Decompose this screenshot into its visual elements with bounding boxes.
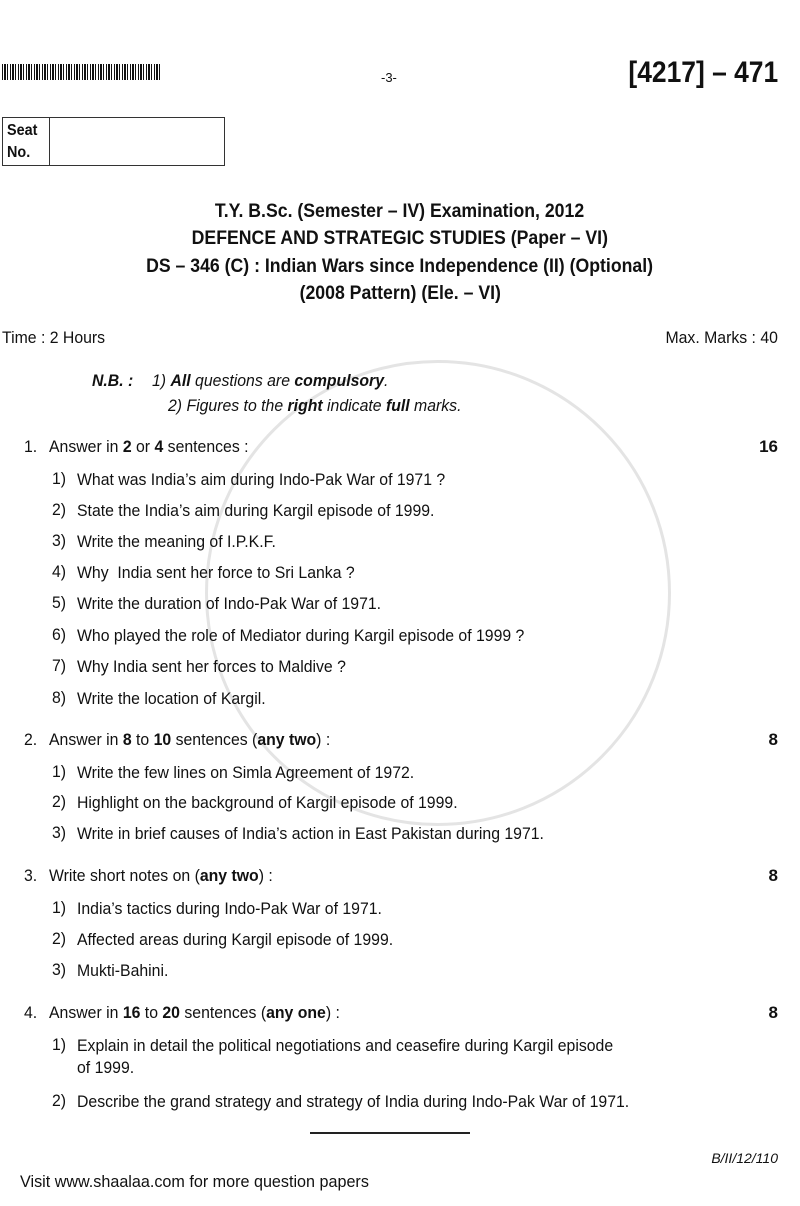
max-marks-label: Max. Marks : 40 — [665, 328, 778, 347]
nb-label — [92, 371, 133, 391]
sub-question-text: Write the few lines on Simla Agreement of 1972. — [77, 763, 415, 782]
sub-question-text: Explain in detail the political negotiations and ceasefire during Kargil episode of 1999. — [77, 1036, 614, 1077]
question-marks: 16 — [759, 437, 778, 456]
page-number: -3- — [381, 70, 397, 85]
question-text — [49, 866, 273, 886]
sub-question-text: Affected areas during Kargil episode of 1999. — [77, 930, 394, 949]
sub-question-text: Mukti-Bahini. — [77, 961, 169, 980]
sub-question-text: Why India sent her force to Sri Lanka ? — [77, 563, 355, 582]
sub-question-number: 4) — [52, 562, 67, 581]
seat-number-box — [2, 117, 225, 166]
question-number: 1. — [24, 437, 38, 456]
text-segment: Answer in — [49, 730, 123, 749]
title-line: DEFENCE AND STRATEGIC STUDIES (Paper – VI) — [191, 228, 609, 249]
text-segment: . — [383, 371, 389, 390]
sub-question-text: State the India’s aim during Kargil episode of 1999. — [77, 501, 435, 520]
question-marks: 8 — [768, 730, 778, 749]
text-segment: Write short notes on ( — [49, 866, 200, 885]
text-segment: 2 — [122, 437, 132, 456]
text-segment: Answer in — [49, 1003, 123, 1022]
sub-question-number: 2) — [52, 792, 67, 811]
text-segment: 2) Figures to the — [168, 396, 288, 415]
sub-question-number: 1) — [52, 762, 67, 781]
sub-question-number: 2) — [52, 1091, 67, 1110]
sub-question-text: Highlight on the background of Kargil episode of 1999. — [77, 793, 458, 812]
sub-question-text: Describe the grand strategy and strategy of India during Indo-Pak War of 1971. — [77, 1092, 630, 1111]
text-segment: questions are — [190, 371, 295, 390]
barcode — [2, 64, 162, 80]
sub-question-number: 2) — [52, 500, 67, 519]
sub-question-number: 8) — [52, 688, 67, 707]
sub-question-number: 3) — [52, 823, 67, 842]
title-line: DS – 346 (C) : Indian Wars since Independence (II) (Optional) — [146, 256, 654, 277]
text-segment: 10 — [153, 730, 172, 749]
sub-question-text: Why India sent her forces to Maldive ? — [77, 657, 346, 676]
text-segment: to — [131, 730, 154, 749]
text-segment: 1) — [152, 371, 171, 390]
sub-question-text: Write the duration of Indo-Pak War of 1971. — [77, 594, 382, 613]
text-segment: Answer in — [49, 437, 123, 456]
text-segment: All — [170, 371, 191, 390]
text-segment: or — [131, 437, 155, 456]
sub-question-text: What was India’s aim during Indo-Pak War of 1971 ? — [77, 470, 446, 489]
text-segment: to — [140, 1003, 163, 1022]
text-segment: sentences ( — [179, 1003, 267, 1022]
sub-question-text: Write the location of Kargil. — [77, 689, 266, 708]
text-segment: indicate — [322, 396, 386, 415]
sub-question-number: 1) — [52, 898, 67, 917]
question-number: 3. — [24, 866, 38, 885]
text-segment: any one — [266, 1003, 326, 1022]
sub-question-number: 7) — [52, 656, 67, 675]
question-number: 4. — [24, 1003, 38, 1022]
sub-question-number: 6) — [52, 625, 67, 644]
paper-code: [4217] – 471 — [628, 56, 778, 89]
nb-item — [168, 396, 461, 416]
text-segment: ) : — [258, 866, 273, 885]
sub-question-text: Write the meaning of I.P.K.F. — [77, 532, 276, 551]
text-segment: sentences ( — [171, 730, 258, 749]
text-segment: 16 — [122, 1003, 141, 1022]
nb-label-text: N.B. : — [92, 371, 134, 390]
question-number: 2. — [24, 730, 38, 749]
question-marks: 8 — [768, 866, 778, 885]
sub-question-number: 3) — [52, 960, 67, 979]
sub-question-text: India’s tactics during Indo-Pak War of 1971. — [77, 899, 382, 918]
footer-code: B/II/12/110 — [711, 1150, 778, 1166]
text-segment: 8 — [122, 730, 132, 749]
text-segment: any two — [257, 730, 317, 749]
footer-visit-link[interactable]: Visit www.shaalaa.com for more question papers — [20, 1172, 369, 1191]
sub-question-number: 1) — [52, 1035, 67, 1054]
sub-question-number: 2) — [52, 929, 67, 948]
title-line: T.Y. B.Sc. (Semester – IV) Examination, 2012 — [215, 201, 585, 222]
text-segment: compulsory — [294, 371, 384, 390]
question-text — [49, 730, 330, 750]
sub-question-number: 3) — [52, 531, 67, 550]
text-segment: ) : — [325, 1003, 340, 1022]
sub-question-number: 5) — [52, 593, 67, 612]
sub-question-text: Write in brief causes of India’s action in East Pakistan during 1971. — [77, 824, 544, 843]
text-segment: 20 — [162, 1003, 180, 1022]
question-marks: 8 — [768, 1003, 778, 1022]
nb-item — [152, 371, 388, 391]
sub-question-number: 1) — [52, 469, 67, 488]
question-text — [49, 437, 249, 457]
time-label: Time : 2 Hours — [2, 328, 106, 347]
text-segment: 4 — [154, 437, 164, 456]
text-segment: right — [287, 396, 323, 415]
text-segment: marks. — [409, 396, 462, 415]
sub-question-text: Who played the role of Mediator during Kargil episode of 1999 ? — [77, 626, 525, 645]
text-segment: full — [385, 396, 410, 415]
end-rule — [310, 1132, 470, 1134]
title-line: (2008 Pattern) (Ele. – VI) — [299, 283, 501, 304]
text-segment: sentences : — [163, 437, 249, 456]
seat-label: Seat No. — [7, 122, 38, 161]
question-text — [49, 1003, 340, 1023]
text-segment: any two — [199, 866, 259, 885]
text-segment: ) : — [316, 730, 331, 749]
